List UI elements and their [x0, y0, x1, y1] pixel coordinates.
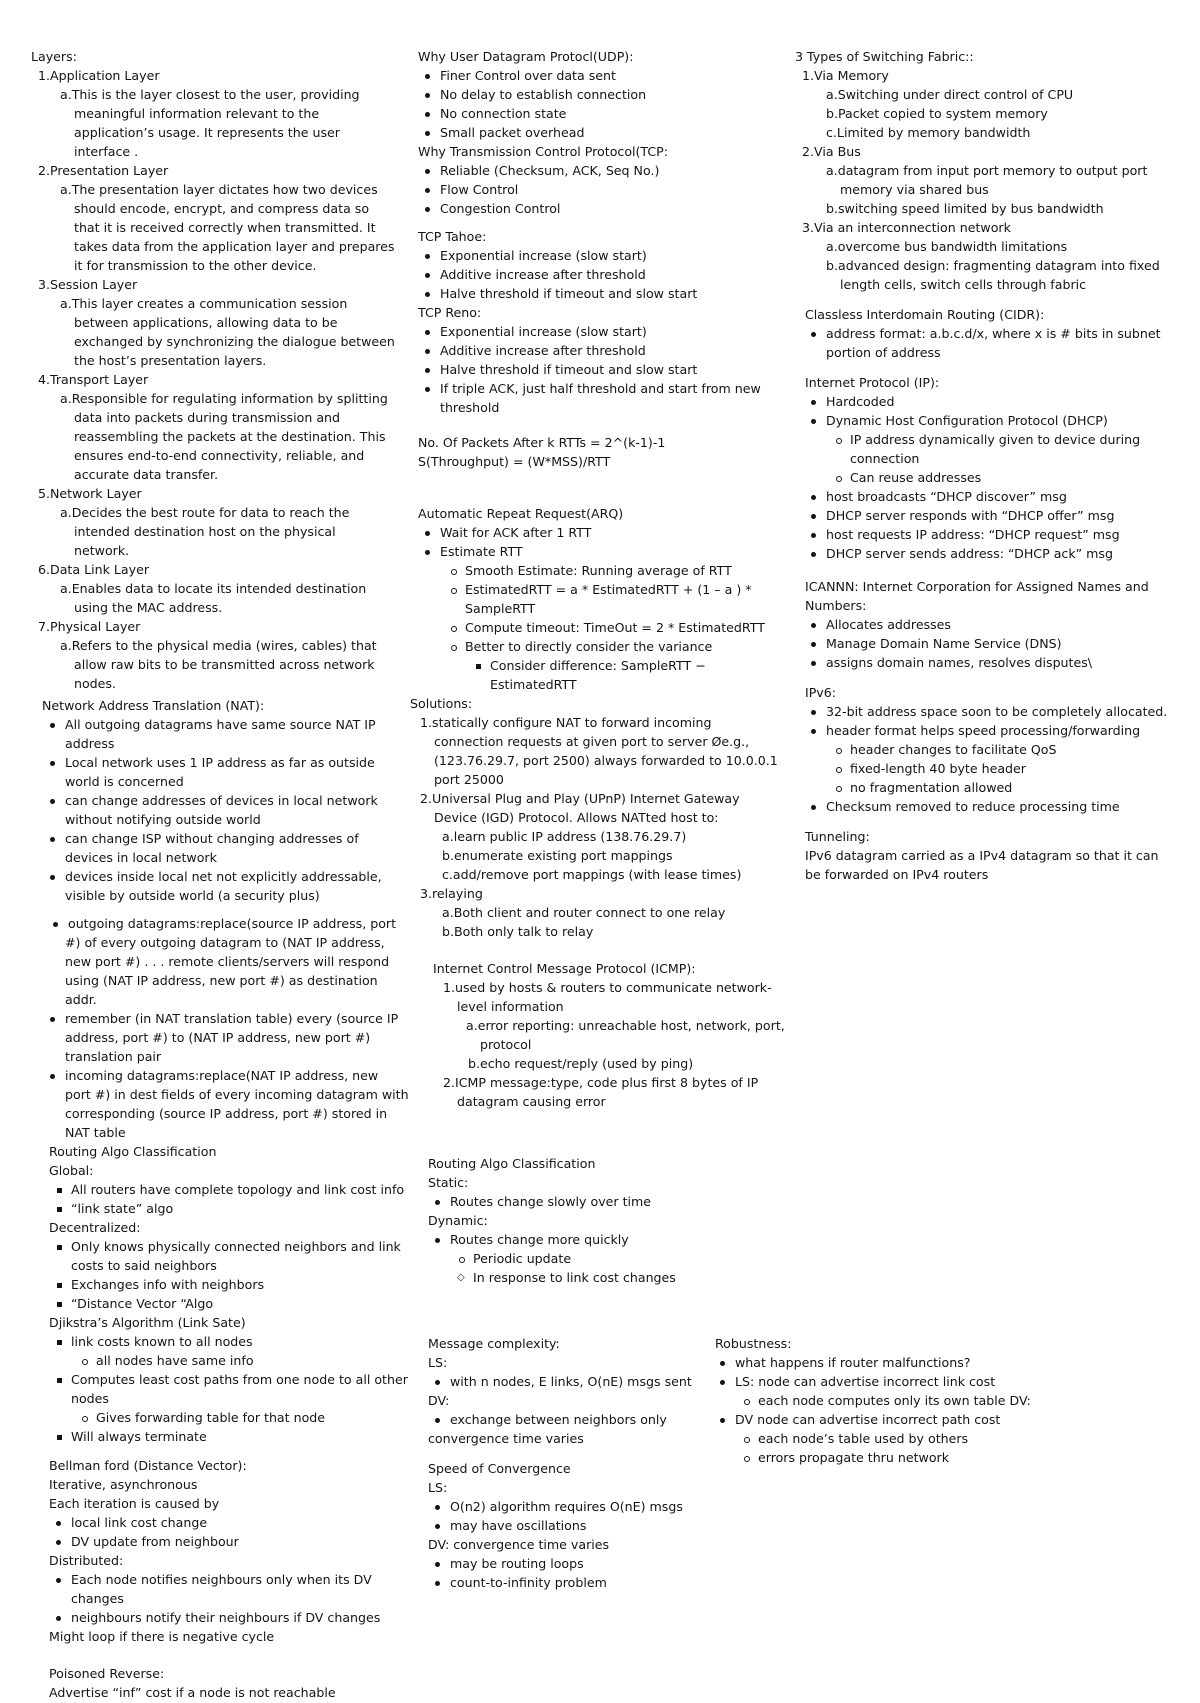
text-line: may be routing loops: [450, 1555, 584, 1574]
text-line: 6.Data Link Layer: [38, 562, 149, 577]
text-line: port 25000: [434, 772, 504, 787]
text-line: LS: node can advertise incorrect link cost: [735, 1373, 995, 1392]
text-line: what happens if router malfunctions?: [735, 1354, 971, 1373]
text-line: connection: [850, 451, 920, 466]
text-line: application’s usage. It represents the user: [74, 125, 340, 140]
text-line: Exponential increase (slow start): [440, 323, 647, 342]
text-line: Tunneling:: [805, 829, 870, 844]
text-line: Routing Algo Classification: [428, 1156, 596, 1171]
text-line: Manage Domain Name Service (DNS): [826, 635, 1062, 654]
text-line: b.advanced design: fragmenting datagram into fixed: [826, 258, 1160, 273]
text-line: #) of every outgoing datagram to (NAT IP address,: [65, 935, 385, 950]
text-line: DV update from neighbour: [71, 1533, 239, 1552]
text-line: header format helps speed processing/forwarding: [826, 722, 1140, 741]
text-line: Routes change slowly over time: [450, 1193, 651, 1212]
text-line: address format: a.b.c.d/x, where x is # bits in subnet: [826, 325, 1161, 344]
text-line: Why User Datagram Protocl(UDP):: [418, 49, 634, 64]
text-line: Periodic update: [473, 1250, 571, 1269]
text-line: memory via shared bus: [840, 182, 989, 197]
text-line: a.Both client and router connect to one relay: [442, 905, 726, 920]
text-line: 4.Transport Layer: [38, 372, 149, 387]
text-line: Wait for ACK after 1 RTT: [440, 524, 591, 543]
text-line: b.echo request/reply (used by ping): [468, 1056, 694, 1071]
text-line: 7.Physical Layer: [38, 619, 141, 634]
text-line: all nodes have same info: [96, 1352, 254, 1371]
text-line: outgoing datagrams:replace(source IP address, port: [68, 915, 396, 934]
text-line: 2.Via Bus: [802, 144, 861, 159]
text-line: Speed of Convergence: [428, 1461, 571, 1476]
text-line: using the MAC address.: [74, 600, 223, 615]
text-line: No. Of Packets After k RTTs = 2^(k-1)-1: [418, 435, 666, 450]
text-line: 2.Presentation Layer: [38, 163, 169, 178]
text-line: incoming datagrams:replace(NAT IP address, new: [65, 1067, 378, 1086]
text-line: costs to said neighbors: [71, 1258, 217, 1273]
text-line: changes: [71, 1591, 124, 1606]
text-line: datagram causing error: [457, 1094, 606, 1109]
text-line: host requests IP address: “DHCP request” msg: [826, 526, 1120, 545]
text-line: 1.Application Layer: [38, 68, 160, 83]
text-line: DV: convergence time varies: [428, 1537, 610, 1552]
text-line: can change ISP without changing addresses of: [65, 830, 359, 849]
text-line: Exchanges info with neighbors: [71, 1276, 264, 1295]
text-line: accurate data transfer.: [74, 467, 219, 482]
text-line: Layers:: [31, 49, 77, 64]
text-line: reassembling the packets at the destination. This: [74, 429, 386, 444]
text-line: EstimatedRTT: [490, 677, 577, 692]
text-line: may have oscillations: [450, 1517, 586, 1536]
text-line: Might loop if there is negative cycle: [49, 1629, 275, 1644]
text-line: Halve threshold if timeout and slow start: [440, 285, 697, 304]
text-line: 3 Types of Switching Fabric::: [795, 49, 974, 64]
text-line: Routes change more quickly: [450, 1231, 629, 1250]
text-line: Solutions:: [410, 696, 473, 711]
text-line: Halve threshold if timeout and slow start: [440, 361, 697, 380]
text-line: each node computes only its own table DV:: [758, 1392, 1031, 1411]
text-line: IP address dynamically given to device during: [850, 431, 1140, 450]
text-line: visible by outside world (a security plus): [65, 888, 320, 903]
text-line: Bellman ford (Distance Vector):: [49, 1458, 247, 1473]
text-line: Automatic Repeat Request(ARQ): [418, 506, 624, 521]
text-line: SampleRTT: [465, 601, 536, 616]
text-line: Flow Control: [440, 181, 518, 200]
text-line: a.This is the layer closest to the user, providing: [60, 87, 360, 102]
text-line: a.Refers to the physical media (wires, cables) that: [60, 638, 377, 653]
text-line: length cells, switch cells through fabric: [840, 277, 1087, 292]
text-line: ICANNN: Internet Corporation for Assigned Names and: [805, 579, 1149, 594]
text-line: No connection state: [440, 105, 566, 124]
text-line: devices in local network: [65, 850, 217, 865]
text-line: LS:: [428, 1480, 448, 1495]
text-line: Computes least cost paths from one node to all other: [71, 1371, 408, 1390]
text-line: errors propagate thru network: [758, 1449, 949, 1468]
text-line: a.datagram from input port memory to output port: [826, 163, 1148, 178]
text-line: address, port #) to (NAT IP address, new port #): [65, 1030, 371, 1045]
text-line: port #) in dest fields of every incoming datagram with: [65, 1087, 409, 1102]
text-line: b.switching speed limited by bus bandwidth: [826, 201, 1104, 216]
text-line: DV node can advertise incorrect path cost: [735, 1411, 1000, 1430]
text-line: “Distance Vector “Algo: [71, 1295, 213, 1314]
text-line: network.: [74, 543, 130, 558]
text-line: Dynamic Host Configuration Protocol (DHCP): [826, 412, 1108, 431]
text-line: Message complexity:: [428, 1336, 560, 1351]
text-line: O(n2) algorithm requires O(nE) msgs: [450, 1498, 683, 1517]
text-line: a.Decides the best route for data to reach the: [60, 505, 350, 520]
text-line: b.Both only talk to relay: [442, 924, 594, 939]
text-line: Estimate RTT: [440, 543, 523, 562]
text-line: world is concerned: [65, 774, 184, 789]
text-line: devices inside local net not explicitly addressable,: [65, 868, 382, 887]
text-line: can change addresses of devices in local network: [65, 792, 378, 811]
text-line: Smooth Estimate: Running average of RTT: [465, 562, 732, 581]
text-line: remember (in NAT translation table) every (source IP: [65, 1010, 398, 1029]
text-line: Local network uses 1 IP address as far as outside: [65, 754, 375, 773]
text-line: DHCP server sends address: “DHCP ack” msg: [826, 545, 1113, 564]
text-line: Internet Protocol (IP):: [805, 375, 940, 390]
text-line: level information: [457, 999, 564, 1014]
text-line: takes data from the application layer and prepares: [74, 239, 395, 254]
text-line: Decentralized:: [49, 1220, 141, 1235]
text-line: Each node notifies neighbours only when its DV: [71, 1571, 372, 1590]
text-line: threshold: [440, 400, 500, 415]
text-line: exchanged by synchronizing the dialogue between: [74, 334, 395, 349]
text-line: each node’s table used by others: [758, 1430, 968, 1449]
text-line: 1.statically configure NAT to forward incoming: [420, 715, 712, 730]
text-line: protocol: [480, 1037, 532, 1052]
text-line: Small packet overhead: [440, 124, 584, 143]
text-line: using (NAT IP address, new port #) as destination: [65, 973, 378, 988]
text-line: convergence time varies: [428, 1431, 584, 1446]
text-line: between applications, allowing data to be: [74, 315, 338, 330]
text-line: NAT table: [65, 1125, 126, 1140]
text-line: should encode, encrypt, and compress data so: [74, 201, 370, 216]
text-line: interface .: [74, 144, 139, 159]
text-line: 5.Network Layer: [38, 486, 142, 501]
text-line: Additive increase after threshold: [440, 266, 646, 285]
text-line: a.The presentation layer dictates how two devices: [60, 182, 378, 197]
text-line: Compute timeout: TimeOut = 2 * EstimatedRTT: [465, 619, 765, 638]
text-line: b.enumerate existing port mappings: [442, 848, 673, 863]
text-line: Network Address Translation (NAT):: [42, 698, 265, 713]
text-line: link costs known to all nodes: [71, 1333, 253, 1352]
text-line: portion of address: [826, 345, 941, 360]
text-line: b.Packet copied to system memory: [826, 106, 1048, 121]
text-line: No delay to establish connection: [440, 86, 646, 105]
text-line: a.learn public IP address (138.76.29.7): [442, 829, 687, 844]
text-line: Gives forwarding table for that node: [96, 1409, 325, 1428]
text-line: meaningful information relevant to the: [74, 106, 320, 121]
text-line: TCP Tahoe:: [418, 229, 487, 244]
text-line: EstimatedRTT = a * EstimatedRTT + (1 – a ) *: [465, 581, 752, 600]
text-line: 1.Via Memory: [802, 68, 889, 83]
text-line: Finer Control over data sent: [440, 67, 616, 86]
text-line: local link cost change: [71, 1514, 207, 1533]
text-line: Classless Interdomain Routing (CIDR):: [805, 307, 1045, 322]
text-line: 3.relaying: [420, 886, 483, 901]
text-line: All outgoing datagrams have same source NAT IP: [65, 716, 376, 735]
text-line: corresponding (source IP address, port #) stored in: [65, 1106, 388, 1121]
text-line: the host’s presentation layers.: [74, 353, 267, 368]
text-line: address: [65, 736, 115, 751]
text-line: Routing Algo Classification: [49, 1144, 217, 1159]
text-line: Advertise “inf” cost if a node is not reachable: [49, 1685, 336, 1700]
text-line: connection requests at given port to server Øe.g.,: [434, 734, 750, 749]
text-line: DV:: [428, 1393, 450, 1408]
text-line: LS:: [428, 1355, 448, 1370]
text-line: Device (IGD) Protocol. Allows NATted host to:: [434, 810, 719, 825]
text-line: Exponential increase (slow start): [440, 247, 647, 266]
text-line: Better to directly consider the variance: [465, 638, 712, 657]
text-line: TCP Reno:: [418, 305, 482, 320]
text-line: Why Transmission Control Protocol(TCP:: [418, 144, 669, 159]
text-line: Can reuse addresses: [850, 469, 981, 488]
text-line: 32-bit address space soon to be completely allocated.: [826, 703, 1167, 722]
text-line: a.Responsible for regulating information by splitting: [60, 391, 388, 406]
text-line: allow raw bits to be transmitted across network: [74, 657, 375, 672]
text-line: a.error reporting: unreachable host, network, port,: [466, 1018, 785, 1033]
text-line: no fragmentation allowed: [850, 779, 1012, 798]
text-line: nodes.: [74, 676, 116, 691]
text-line: Global:: [49, 1163, 94, 1178]
text-line: neighbours notify their neighbours if DV changes: [71, 1609, 380, 1628]
text-line: Dynamic:: [428, 1213, 488, 1228]
text-line: intended destination host on the physical: [74, 524, 336, 539]
text-line: Poisoned Reverse:: [49, 1666, 165, 1681]
text-line: If triple ACK, just half threshold and start from new: [440, 380, 761, 399]
text-line: ◇ In response to link cost changes: [473, 1269, 676, 1288]
text-line: header changes to facilitate QoS: [850, 741, 1056, 760]
text-line: IPv6:: [805, 685, 837, 700]
text-line: be forwarded on IPv4 routers: [805, 867, 989, 882]
text-line: a.overcome bus bandwidth limitations: [826, 239, 1068, 254]
text-line: with n nodes, E links, O(nE) msgs sent: [450, 1373, 692, 1392]
text-line: Only knows physically connected neighbors and link: [71, 1238, 401, 1257]
text-line: Reliable (Checksum, ACK, Seq No.): [440, 162, 659, 181]
text-line: a.Enables data to locate its intended destination: [60, 581, 367, 596]
text-line: 3.Session Layer: [38, 277, 138, 292]
text-line: Hardcoded: [826, 393, 895, 412]
text-line: 1.used by hosts & routers to communicate network-: [443, 980, 772, 995]
text-line: it for transmission to the other device.: [74, 258, 317, 273]
text-line: DHCP server responds with “DHCP offer” msg: [826, 507, 1114, 526]
text-line: count-to-infinity problem: [450, 1574, 607, 1593]
text-line: fixed-length 40 byte header: [850, 760, 1026, 779]
text-line: c.add/remove port mappings (with lease times): [442, 867, 742, 882]
text-line: c.Limited by memory bandwidth: [826, 125, 1031, 140]
text-line: host broadcasts “DHCP discover” msg: [826, 488, 1067, 507]
text-line: Congestion Control: [440, 200, 560, 219]
text-line: Robustness:: [715, 1336, 792, 1351]
text-line: 2.Universal Plug and Play (UPnP) Internet Gateway: [420, 791, 740, 806]
text-line: 2.ICMP message:type, code plus first 8 bytes of IP: [443, 1075, 759, 1090]
text-line: assigns domain names, resolves disputes\: [826, 654, 1092, 673]
text-line: addr.: [65, 992, 97, 1007]
text-line: a.This layer creates a communication session: [60, 296, 348, 311]
text-line: 3.Via an interconnection network: [802, 220, 1011, 235]
text-line: Each iteration is caused by: [49, 1496, 220, 1511]
text-line: IPv6 datagram carried as a IPv4 datagram so that it can: [805, 848, 1159, 863]
text-line: Additive increase after threshold: [440, 342, 646, 361]
text-line: new port #) . . . remote clients/servers will respond: [65, 954, 390, 969]
text-line: Will always terminate: [71, 1428, 207, 1447]
text-line: without notifying outside world: [65, 812, 261, 827]
text-line: Static:: [428, 1175, 469, 1190]
text-line: Consider difference: SampleRTT −: [490, 657, 706, 676]
text-line: ensures end-to-end connectivity, reliable, and: [74, 448, 365, 463]
text-line: “link state” algo: [71, 1200, 173, 1219]
text-line: Numbers:: [805, 598, 867, 613]
text-line: Allocates addresses: [826, 616, 951, 635]
text-line: Djikstra’s Algorithm (Link Sate): [49, 1315, 246, 1330]
text-line: that it is received correctly when transmitted. It: [74, 220, 376, 235]
text-line: Checksum removed to reduce processing time: [826, 798, 1120, 817]
text-line: Iterative, asynchronous: [49, 1477, 198, 1492]
text-line: S(Throughput) = (W*MSS)/RTT: [418, 454, 611, 469]
text-line: (123.76.29.7, port 2500) always forwarded to 10.0.0.1: [434, 753, 778, 768]
text-line: nodes: [71, 1391, 109, 1406]
text-line: translation pair: [65, 1049, 162, 1064]
text-line: exchange between neighbors only: [450, 1411, 667, 1430]
text-line: All routers have complete topology and link cost info: [71, 1181, 404, 1200]
text-line: a.Switching under direct control of CPU: [826, 87, 1074, 102]
text-line: Internet Control Message Protocol (ICMP):: [433, 961, 696, 976]
text-line: Distributed:: [49, 1553, 124, 1568]
text-line: data into packets during transmission and: [74, 410, 341, 425]
